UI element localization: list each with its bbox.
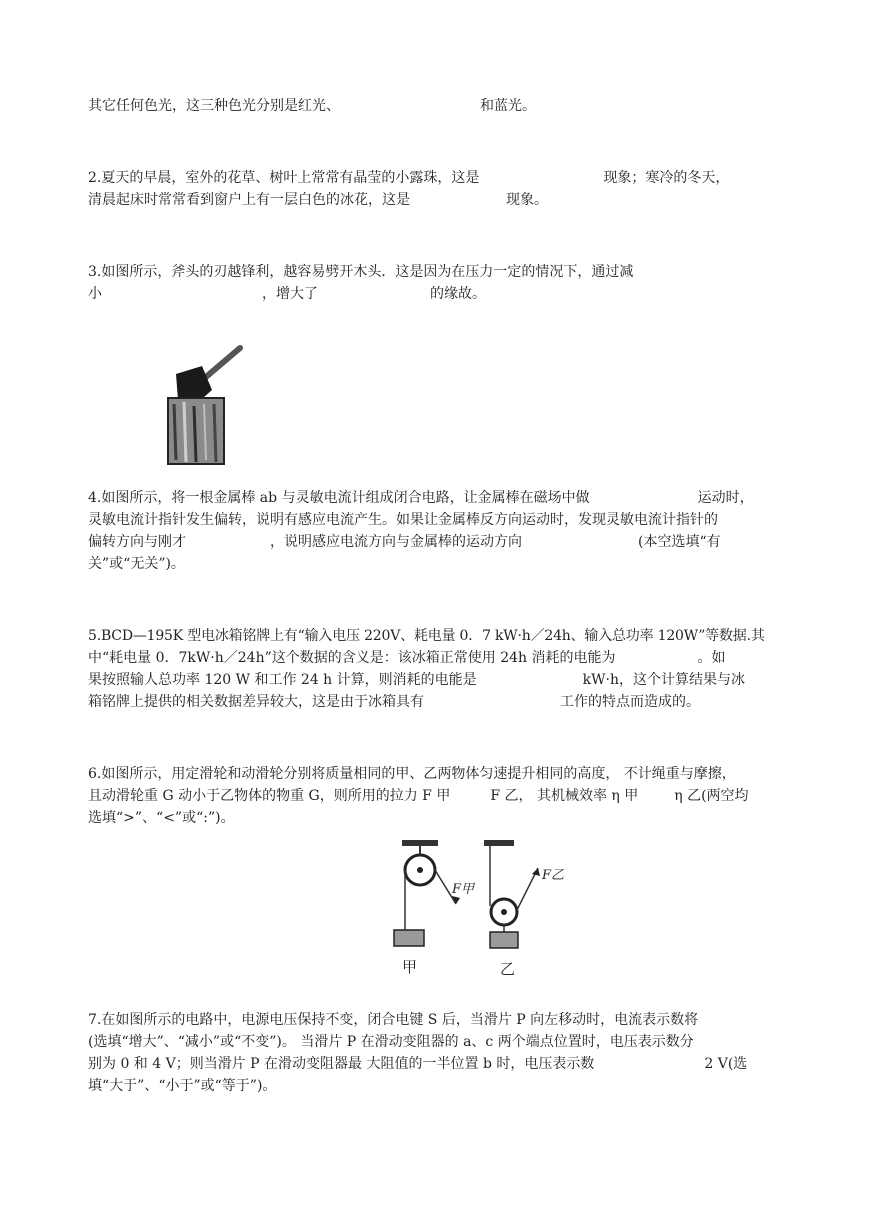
weight-b	[490, 932, 518, 948]
q5-text: 。如	[697, 650, 726, 666]
axe-figure	[160, 340, 250, 470]
q6-text: η 乙(两空均	[674, 788, 749, 804]
q4-text: 关”或“无关”)。	[88, 556, 185, 572]
q6-text: 6.如图所示，用定滑轮和动滑轮分别将质量相同的甲、乙两物体匀速提升相同的高度， 不计绳重与摩擦，	[88, 766, 736, 782]
q3-text: 小	[88, 286, 102, 302]
q2-text: 现象；寒冷的冬天，	[603, 170, 730, 186]
q2-line-2	[88, 190, 788, 210]
q5-text: 箱铭牌上提供的相关数据差异较大，这是由于冰箱具有	[88, 694, 424, 710]
q5-text: 5.BCD—195K 型电冰箱铭牌上有“输入电压 220V、耗电量 0．7 kW·h／24h、输入总功率 120W”等数据.其	[88, 628, 765, 644]
q4-line-4	[88, 554, 788, 574]
q3-text: 3.如图所示，斧头的刃越锋利，越容易劈开木头．这是因为在压力一定的情况下，通过减	[88, 264, 634, 280]
q7-text: (选填“增大”、“减小”或“不变”)。 当滑片 P 在滑动变阻器的 a、c 两个端点位置时，电压表示数分	[88, 1034, 694, 1050]
q5-line-3	[88, 670, 788, 690]
q7-line-2	[88, 1032, 788, 1052]
q4-text: (本空选填“有	[638, 534, 721, 550]
q2-text: 清晨起床时常常看到窗户上有一层白色的冰花，这是	[88, 192, 410, 208]
q7-text: 7.在如图所示的电路中，电源电压保持不变，闭合电键 S 后，当滑片 P 向左移动时，电流表示数将	[88, 1012, 699, 1028]
q2-text: 现象。	[506, 192, 548, 208]
q3-text: ，增大了	[262, 286, 318, 302]
q4-line-2	[88, 510, 788, 530]
caption-a: 甲	[402, 958, 418, 976]
q5-line-2	[88, 648, 788, 668]
q5-text: kW·h，这个计算结果与冰	[582, 672, 745, 688]
q6-text: 选填“>”、“<”或“:”)。	[88, 810, 235, 826]
q5-line-1	[88, 626, 788, 646]
intro-text-b: 和蓝光。	[480, 98, 536, 114]
intro-text-a: 其它任何色光，这三种色光分别是红光、	[88, 98, 340, 114]
q4-text: 运动时，	[697, 490, 754, 506]
q6-text: 且动滑轮重 G 动小于乙物体的物重 G，则所用的拉力 F 甲	[88, 788, 451, 804]
q3-line-2	[88, 284, 788, 304]
q6-line-3	[88, 808, 788, 828]
force-label-a: F甲	[452, 882, 475, 897]
q6-line-2	[88, 786, 788, 806]
weight-a	[394, 930, 424, 946]
q6-line-1	[88, 764, 788, 784]
q4-line-1	[88, 488, 788, 508]
q4-text: 4.如图所示，将一根金属棒 ab 与灵敏电流计组成闭合电路，让金属棒在磁场中做	[88, 490, 590, 506]
q4-text: ，说明感应电流方向与金属棒的运动方向	[270, 534, 522, 550]
q2-text: 2.夏天的早晨，室外的花草、树叶上常常有晶莹的小露珠，这是	[88, 170, 480, 186]
intro-line	[88, 96, 788, 116]
q7-text: 别为 0 和 4 V；则当滑片 P 在滑动变阻器最 大阻值的一半位置 b 时，电压表示数	[88, 1056, 595, 1072]
q7-line-1	[88, 1010, 788, 1030]
q5-text: 工作的特点而造成的。	[560, 694, 700, 710]
q4-text: 灵敏电流计指针发生偏转，说明有感应电流产生。如果让金属棒反方向运动时，发现灵敏电流计指针的	[88, 512, 718, 528]
force-label-b: F乙	[542, 868, 565, 883]
q7-text: 填“大于”、“小于”或“等于”)。	[88, 1078, 277, 1094]
q4-line-3	[88, 532, 788, 552]
q7-text: 2 V(选	[704, 1056, 748, 1072]
q4-text: 偏转方向与刚才	[88, 534, 186, 550]
q7-line-3	[88, 1054, 788, 1074]
q2-line-1	[88, 168, 788, 188]
q5-line-4	[88, 692, 788, 712]
q5-text: 中“耗电量 0．7kW·h／24h”这个数据的含义是：该冰箱正常使用 24h 消耗的电能为	[88, 650, 616, 666]
q5-text: 果按照输人总功率 120 W 和工作 24 h 计算，则消耗的电能是	[88, 672, 477, 688]
ceiling-mount	[484, 840, 514, 846]
q6-text: F 乙， 其机械效率 η 甲	[490, 788, 639, 804]
q3-text: 的缘故。	[430, 286, 486, 302]
ceiling-mount	[402, 840, 438, 846]
caption-b: 乙	[500, 960, 516, 978]
q7-line-4	[88, 1076, 788, 1096]
q3-line-1	[88, 262, 788, 282]
